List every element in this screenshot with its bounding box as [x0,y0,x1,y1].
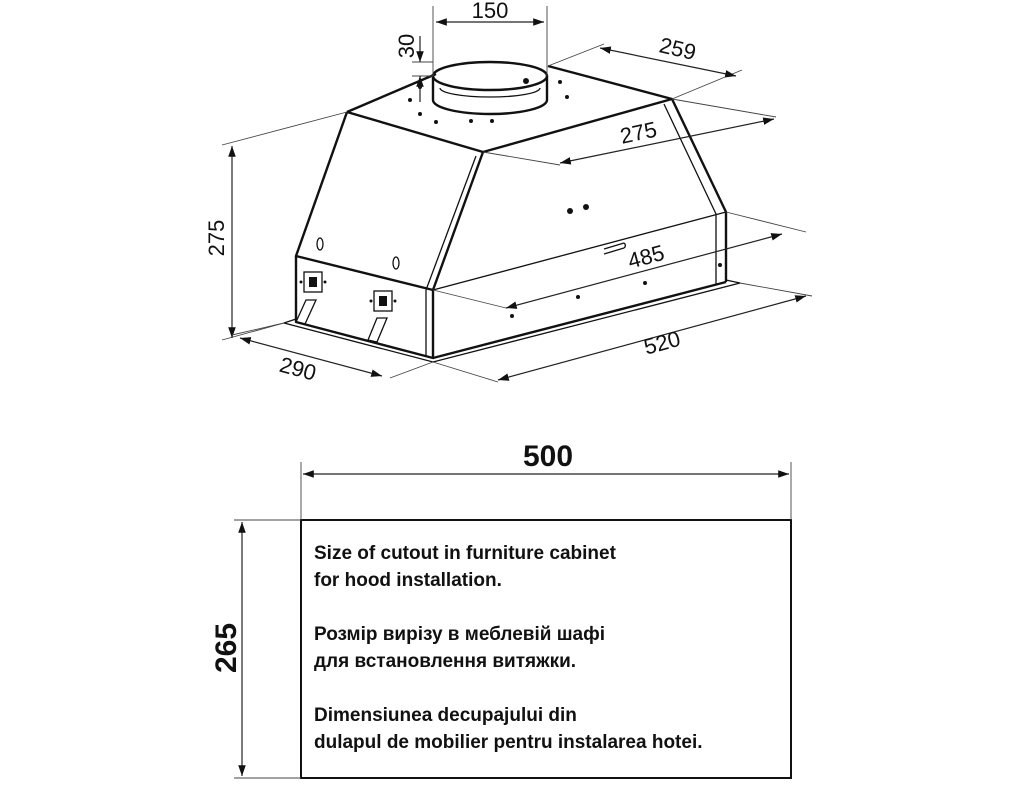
duct-collar [433,62,547,114]
dim-label-150: 150 [471,0,509,23]
dim-259 [548,32,742,99]
dim-label-30: 30 [394,33,419,59]
dim-label-265: 265 [210,622,243,674]
dim-label-290: 290 [276,351,319,386]
dim-275-height [204,112,347,340]
cutout-note-en-line2: for hood installation. [314,570,502,591]
cutout-note [314,540,784,783]
cutout-note-ro-line1: Dimensiunea decupajului din [314,705,577,726]
dim-485 [433,212,806,308]
dim-150 [433,0,547,76]
cutout-note-uk-line1: Розмір вирізу в меблевій шафі [314,624,606,645]
dim-label-520: 520 [641,325,684,360]
dim-label-275-height: 275 [204,219,229,257]
dim-520 [433,283,812,382]
dim-500 [301,440,791,520]
dim-275-inner [483,99,776,165]
dim-label-500: 500 [522,440,574,473]
cutout-note-ro-line2: dulapul de mobilier pentru instalarea hotei. [314,732,703,753]
dim-265 [210,520,301,778]
dim-label-259: 259 [656,32,699,66]
cutout-note-en-line1: Size of cutout in furniture cabinet [314,543,616,564]
cutout-note-uk-line2: для встановлення витяжки. [314,651,577,672]
cutout-note-ro [314,702,784,756]
cutout-note-uk [314,621,784,675]
dim-label-275-inner: 275 [617,116,659,149]
dim-30 [394,34,433,102]
dim-label-485: 485 [625,239,668,274]
cutout-note-en [314,540,784,594]
